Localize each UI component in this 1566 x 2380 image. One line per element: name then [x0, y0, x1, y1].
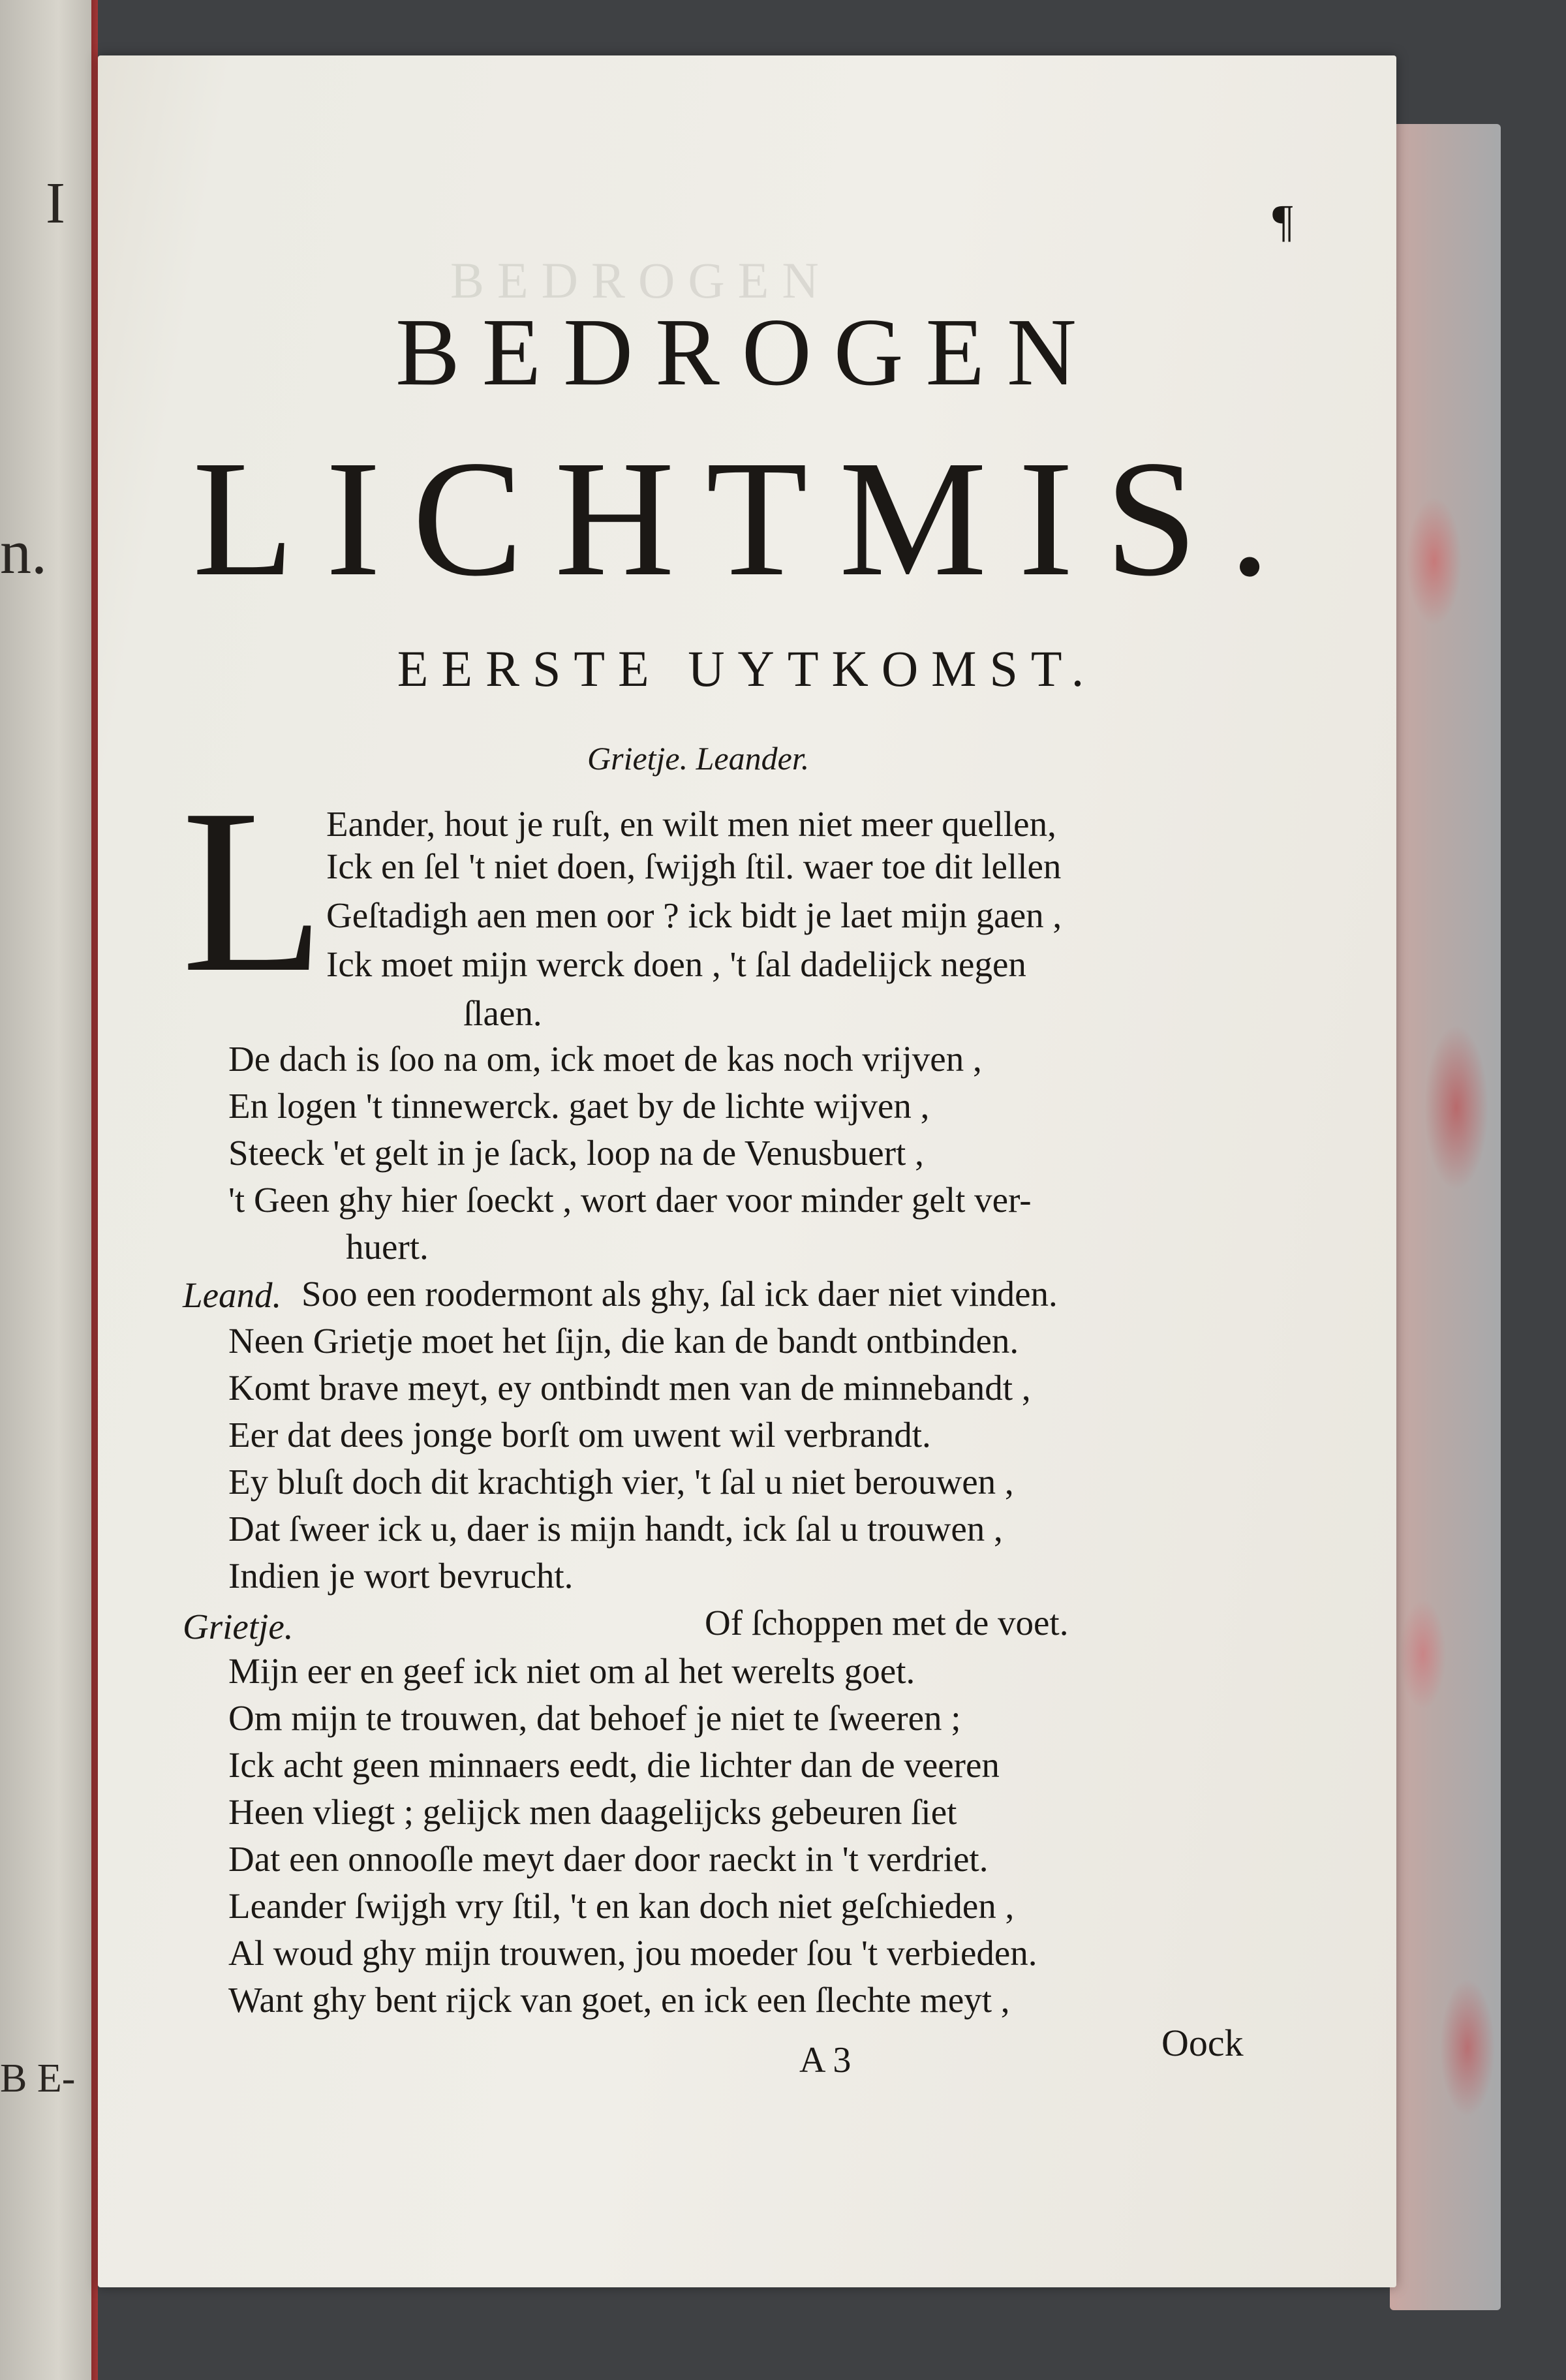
verse-line: Want ghy bent rijck van goet, en ick een ſlechte meyt ,: [228, 1980, 1010, 2020]
verse-line: Ick en ſel 't niet doen, ſwijgh ſtil. waer toe dit lellen: [326, 846, 1062, 886]
verse-line: Om mijn te trouwen, dat behoef je niet te ſweeren ;: [228, 1698, 961, 1738]
verse-line: En logen 't tinnewerck. gaet by de lichte wijven ,: [228, 1086, 930, 1126]
verse-line: Mijn eer en geef ick niet om al het werelts goet.: [228, 1651, 915, 1691]
left-page-mark-1: I: [46, 171, 65, 236]
verse-line: Dat een onnooſle meyt daer door raeckt in 't verdriet.: [228, 1839, 989, 1879]
speaker-label: Leand.: [183, 1275, 282, 1315]
section-heading: EERSTE UYTKOMST.: [397, 640, 1098, 697]
left-page-mark-2: n.: [0, 517, 47, 587]
book-page: [98, 55, 1396, 2287]
verse-line: Dat ſweer ick u, daer is mijn handt, ick ſal u trouwen ,: [228, 1509, 1003, 1549]
verse-line: Steeck 'et gelt in je ſack, loop na de Venusbuert ,: [228, 1133, 924, 1173]
title-line-1: BEDROGEN: [395, 299, 1099, 406]
verse-line: Al woud ghy mijn trouwen, jou moeder ſou 't verbieden.: [228, 1933, 1037, 1973]
speaker-heading: Grietje. Leander.: [587, 740, 810, 777]
drop-cap: L: [181, 760, 325, 1021]
verse-line: Eer dat dees jonge borſt om uwent wil verbrandt.: [228, 1415, 931, 1455]
verse-line: 't Geen ghy hier ſoeckt , wort daer voor minder gelt ver-: [228, 1180, 1032, 1220]
verse-line: Indien je wort bevrucht.: [228, 1556, 574, 1596]
previous-page-edge: [0, 0, 98, 2380]
verse-line: De dach is ſoo na om, ick moet de kas noch vrijven ,: [228, 1039, 982, 1079]
verse-line: Ey bluſt doch dit krachtigh vier, 't ſal u niet berouwen ,: [228, 1462, 1014, 1502]
verse-line: Geſtadigh aen men oor ? ick bidt je laet mijn gaen ,: [326, 895, 1062, 935]
catchword: Oock: [1161, 2022, 1244, 2064]
ornament-icon: ¶: [1272, 196, 1293, 247]
verse-line: Leander ſwijgh vry ſtil, 't en kan doch niet geſchieden ,: [228, 1886, 1015, 1926]
verse-line: Ick acht geen minnaers eedt, die lichter dan de veeren: [228, 1745, 1000, 1785]
verse-line: ſlaen.: [463, 993, 542, 1033]
verse-line: Neen Grietje moet het ſijn, die kan de bandt ontbinden.: [228, 1321, 1019, 1361]
title-line-2: LICHTMIS.: [192, 427, 1302, 611]
verse-line: Heen vliegt ; gelijck men daagelijcks gebeuren ſiet: [228, 1792, 957, 1832]
verse-line: Of ſchoppen met de voet.: [705, 1603, 1069, 1643]
verse-line: Ick moet mijn werck doen , 't ſal dadelijck negen: [326, 944, 1026, 984]
marbled-cover: [1390, 124, 1501, 2310]
verse-line: huert.: [346, 1227, 429, 1267]
speaker-label: Grietje.: [183, 1607, 294, 1646]
verse-line: Komt brave meyt, ey ontbindt men van de minnebandt ,: [228, 1368, 1031, 1408]
verse-line: Eander, hout je ruſt, en wilt men niet meer quellen,: [326, 804, 1056, 844]
show-through-text: BEDROGEN: [450, 252, 832, 309]
page-binding-edge: [91, 0, 98, 2380]
verse-line: Soo een roodermont als ghy, ſal ick daer niet vinden.: [301, 1274, 1058, 1314]
signature-mark: A 3: [799, 2040, 852, 2080]
left-page-mark-3: B E-: [0, 2056, 76, 2101]
